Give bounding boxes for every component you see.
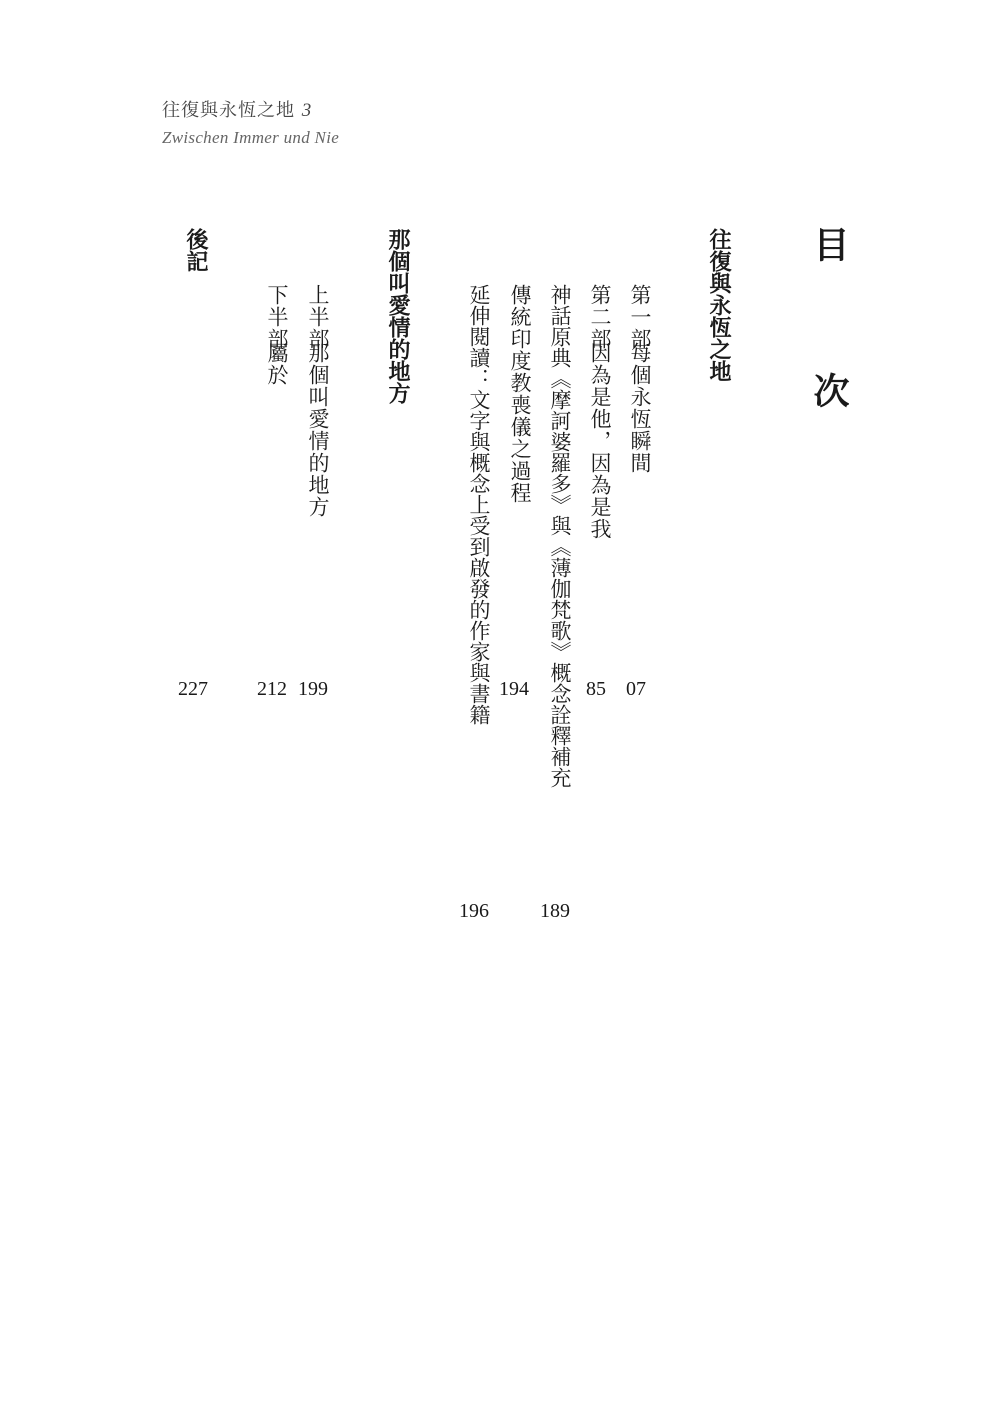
section-heading: 往復與永恆之地 [706,228,732,382]
toc-entry[interactable] [303,284,333,518]
volume-number: 3 [301,100,313,121]
toc-entry[interactable] [464,284,494,725]
running-header [162,96,339,148]
toc-title-char-1: 目 [808,226,850,262]
entry-title: 因為是他，因為是我 [588,342,612,540]
entry-part: 上半部 [306,284,330,350]
entry-part: 第一部 [628,284,652,350]
toc-entry[interactable] [625,284,655,474]
page-number: 189 [540,900,570,922]
toc-title [804,226,855,408]
book-title-de: Zwischen Immer und Nie [162,128,340,147]
page-number: 212 [257,678,287,700]
section-heading: 那個叫愛情的地方 [385,228,411,404]
entry-part: 下半部 [265,284,289,350]
page-number: 07 [626,678,646,700]
book-title-text: 往復與永恆之地 [162,100,295,121]
section-heading-afterword: 後記 [183,228,209,272]
book-title-cn [162,96,339,122]
entry-title: 神話原典《摩訶婆羅多》與《薄伽梵歌》概念詮釋補充 [548,284,572,788]
page-number: 194 [499,678,529,700]
toc-entry[interactable] [505,284,535,504]
toc-title-char-2: 次 [808,372,850,408]
entry-title: 那個叫愛情的地方 [306,342,330,518]
page-number: 227 [178,678,208,700]
entry-title: 傳統印度教喪儀之過程 [508,284,532,504]
entry-title: 每個永恆瞬間 [628,342,652,474]
toc-entry[interactable] [545,284,575,788]
page-number: 85 [586,678,606,700]
entry-part: 第二部 [588,284,612,350]
entry-title: 屬於 [265,342,289,386]
entry-title: 延伸閱讀：文字與概念上受到啟發的作家與書籍 [467,284,491,725]
toc-entry[interactable] [262,284,292,386]
page-number: 199 [298,678,328,700]
page-number: 196 [459,900,489,922]
toc-entry[interactable] [585,284,615,540]
